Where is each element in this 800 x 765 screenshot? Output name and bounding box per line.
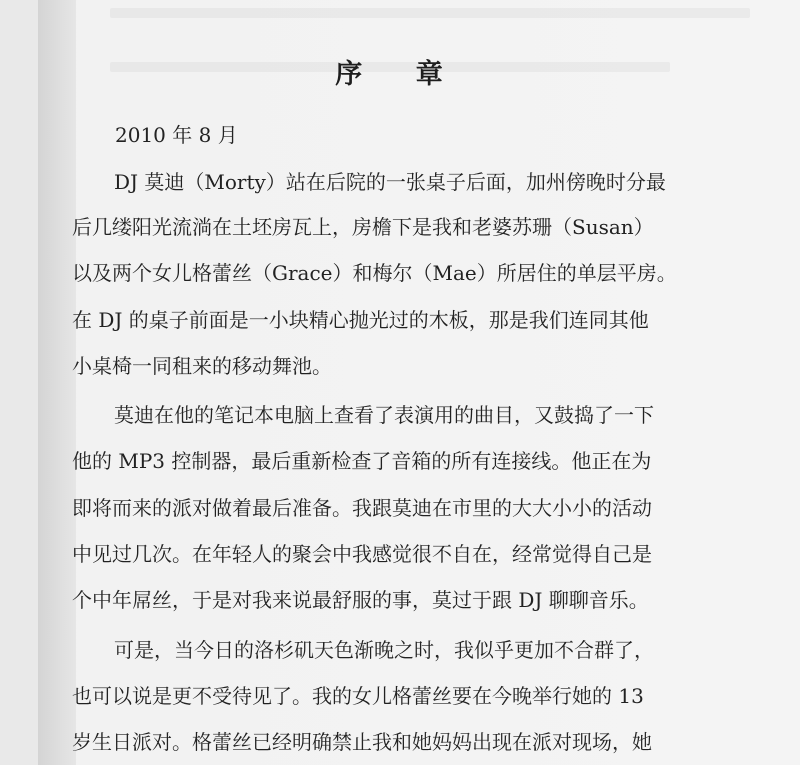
text-line: 他的 MP3 控制器，最后重新检查了音箱的所有连接线。他正在为 xyxy=(72,449,652,473)
text-line: 可是，当今日的洛杉矶天色渐晚之时，我似乎更加不合群了， xyxy=(114,638,654,662)
text-line: 后几缕阳光流淌在土坯房瓦上，房檐下是我和老婆苏珊（Susan） xyxy=(72,215,654,239)
text-line: 也可以说是更不受待见了。我的女儿格蕾丝要在今晚举行她的 13 xyxy=(72,684,644,708)
text-line: 以及两个女儿格蕾丝（Grace）和梅尔（Mae）所居住的单层平房。 xyxy=(72,261,677,285)
text-line: 小桌椅一同租来的移动舞池。 xyxy=(72,354,332,378)
text-line: 岁生日派对。格蕾丝已经明确禁止我和她妈妈出现在派对现场，她 xyxy=(72,730,652,754)
text-line: 莫迪在他的笔记本电脑上查看了表演用的曲目，又鼓捣了一下 xyxy=(114,403,654,427)
text-line: 个中年屌丝，于是对我来说最舒服的事，莫过于跟 DJ 聊聊音乐。 xyxy=(72,588,649,612)
bleed-through-text xyxy=(110,8,750,18)
page-gutter-shadow xyxy=(38,0,76,765)
text-line: DJ 莫迪（Morty）站在后院的一张桌子后面，加州傍晚时分最 xyxy=(114,170,666,194)
text-line: 即将而来的派对做着最后准备。我跟莫迪在市里的大大小小的活动 xyxy=(72,496,652,520)
text-line: 在 DJ 的桌子前面是一小块精心抛光过的木板，那是我们连同其他 xyxy=(72,308,649,332)
chapter-title: 序 章 xyxy=(335,59,465,90)
text-line: 中见过几次。在年轻人的聚会中我感觉很不自在，经常觉得自己是 xyxy=(72,542,652,566)
chapter-date: 2010 年 8 月 xyxy=(115,123,238,147)
